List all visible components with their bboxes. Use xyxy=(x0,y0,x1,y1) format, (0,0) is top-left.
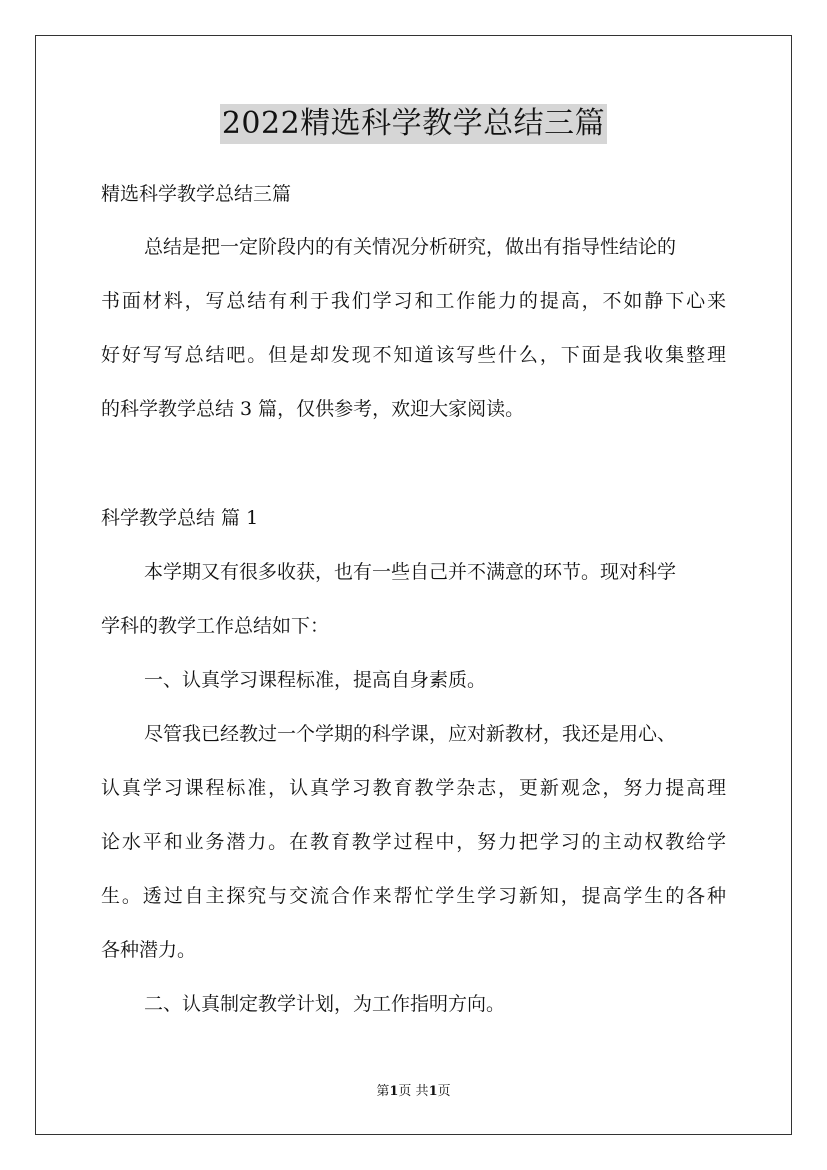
intro-line-4: 的科学教学总结 3 篇，仅供参考，欢迎大家阅读。 xyxy=(101,398,525,420)
footer-page-mid: 页 共 xyxy=(398,1084,429,1099)
section-line-1: 本学期又有很多收获，也有一些自己并不满意的环节。现对科学 xyxy=(144,561,677,583)
document-title xyxy=(0,103,827,144)
point-1-line-3: 论水平和业务潜力。在教育教学过程中，努力把学习的主动权教给学 xyxy=(101,831,726,853)
section-heading: 科学教学总结 篇 1 xyxy=(101,507,259,529)
point-1-line-1: 尽管我已经教过一个学期的科学课，应对新教材，我还是用心、 xyxy=(144,723,677,745)
point-1-line-5: 各种潜力。 xyxy=(101,939,197,961)
document-title-text: 2022精选科学教学总结三篇 xyxy=(220,104,607,144)
intro-line-1: 总结是把一定阶段内的有关情况分析研究，做出有指导性结论的 xyxy=(144,236,677,258)
footer-page-prefix: 第 xyxy=(376,1084,390,1099)
intro-line-3: 好好写写总结吧。但是却发现不知道该写些什么，下面是我收集整理 xyxy=(101,344,726,366)
footer-page-number: 1 xyxy=(389,1084,399,1099)
page-footer xyxy=(0,1083,827,1101)
document-subtitle: 精选科学教学总结三篇 xyxy=(101,183,292,205)
section-line-2: 学科的教学工作总结如下： xyxy=(101,615,330,637)
point-2-heading: 二、认真制定教学计划，为工作指明方向。 xyxy=(144,993,506,1015)
intro-line-2: 书面材料，写总结有利于我们学习和工作能力的提高，不如静下心来 xyxy=(101,290,726,312)
footer-page-suffix: 页 xyxy=(437,1084,451,1099)
point-1-line-4: 生。透过自主探究与交流合作来帮忙学生学习新知，提高学生的各种 xyxy=(101,885,726,907)
footer-total-pages: 1 xyxy=(428,1084,438,1099)
point-1-heading: 一、认真学习课程标准，提高自身素质。 xyxy=(144,669,487,691)
point-1-line-2: 认真学习课程标准，认真学习教育教学杂志，更新观念，努力提高理 xyxy=(101,777,726,799)
